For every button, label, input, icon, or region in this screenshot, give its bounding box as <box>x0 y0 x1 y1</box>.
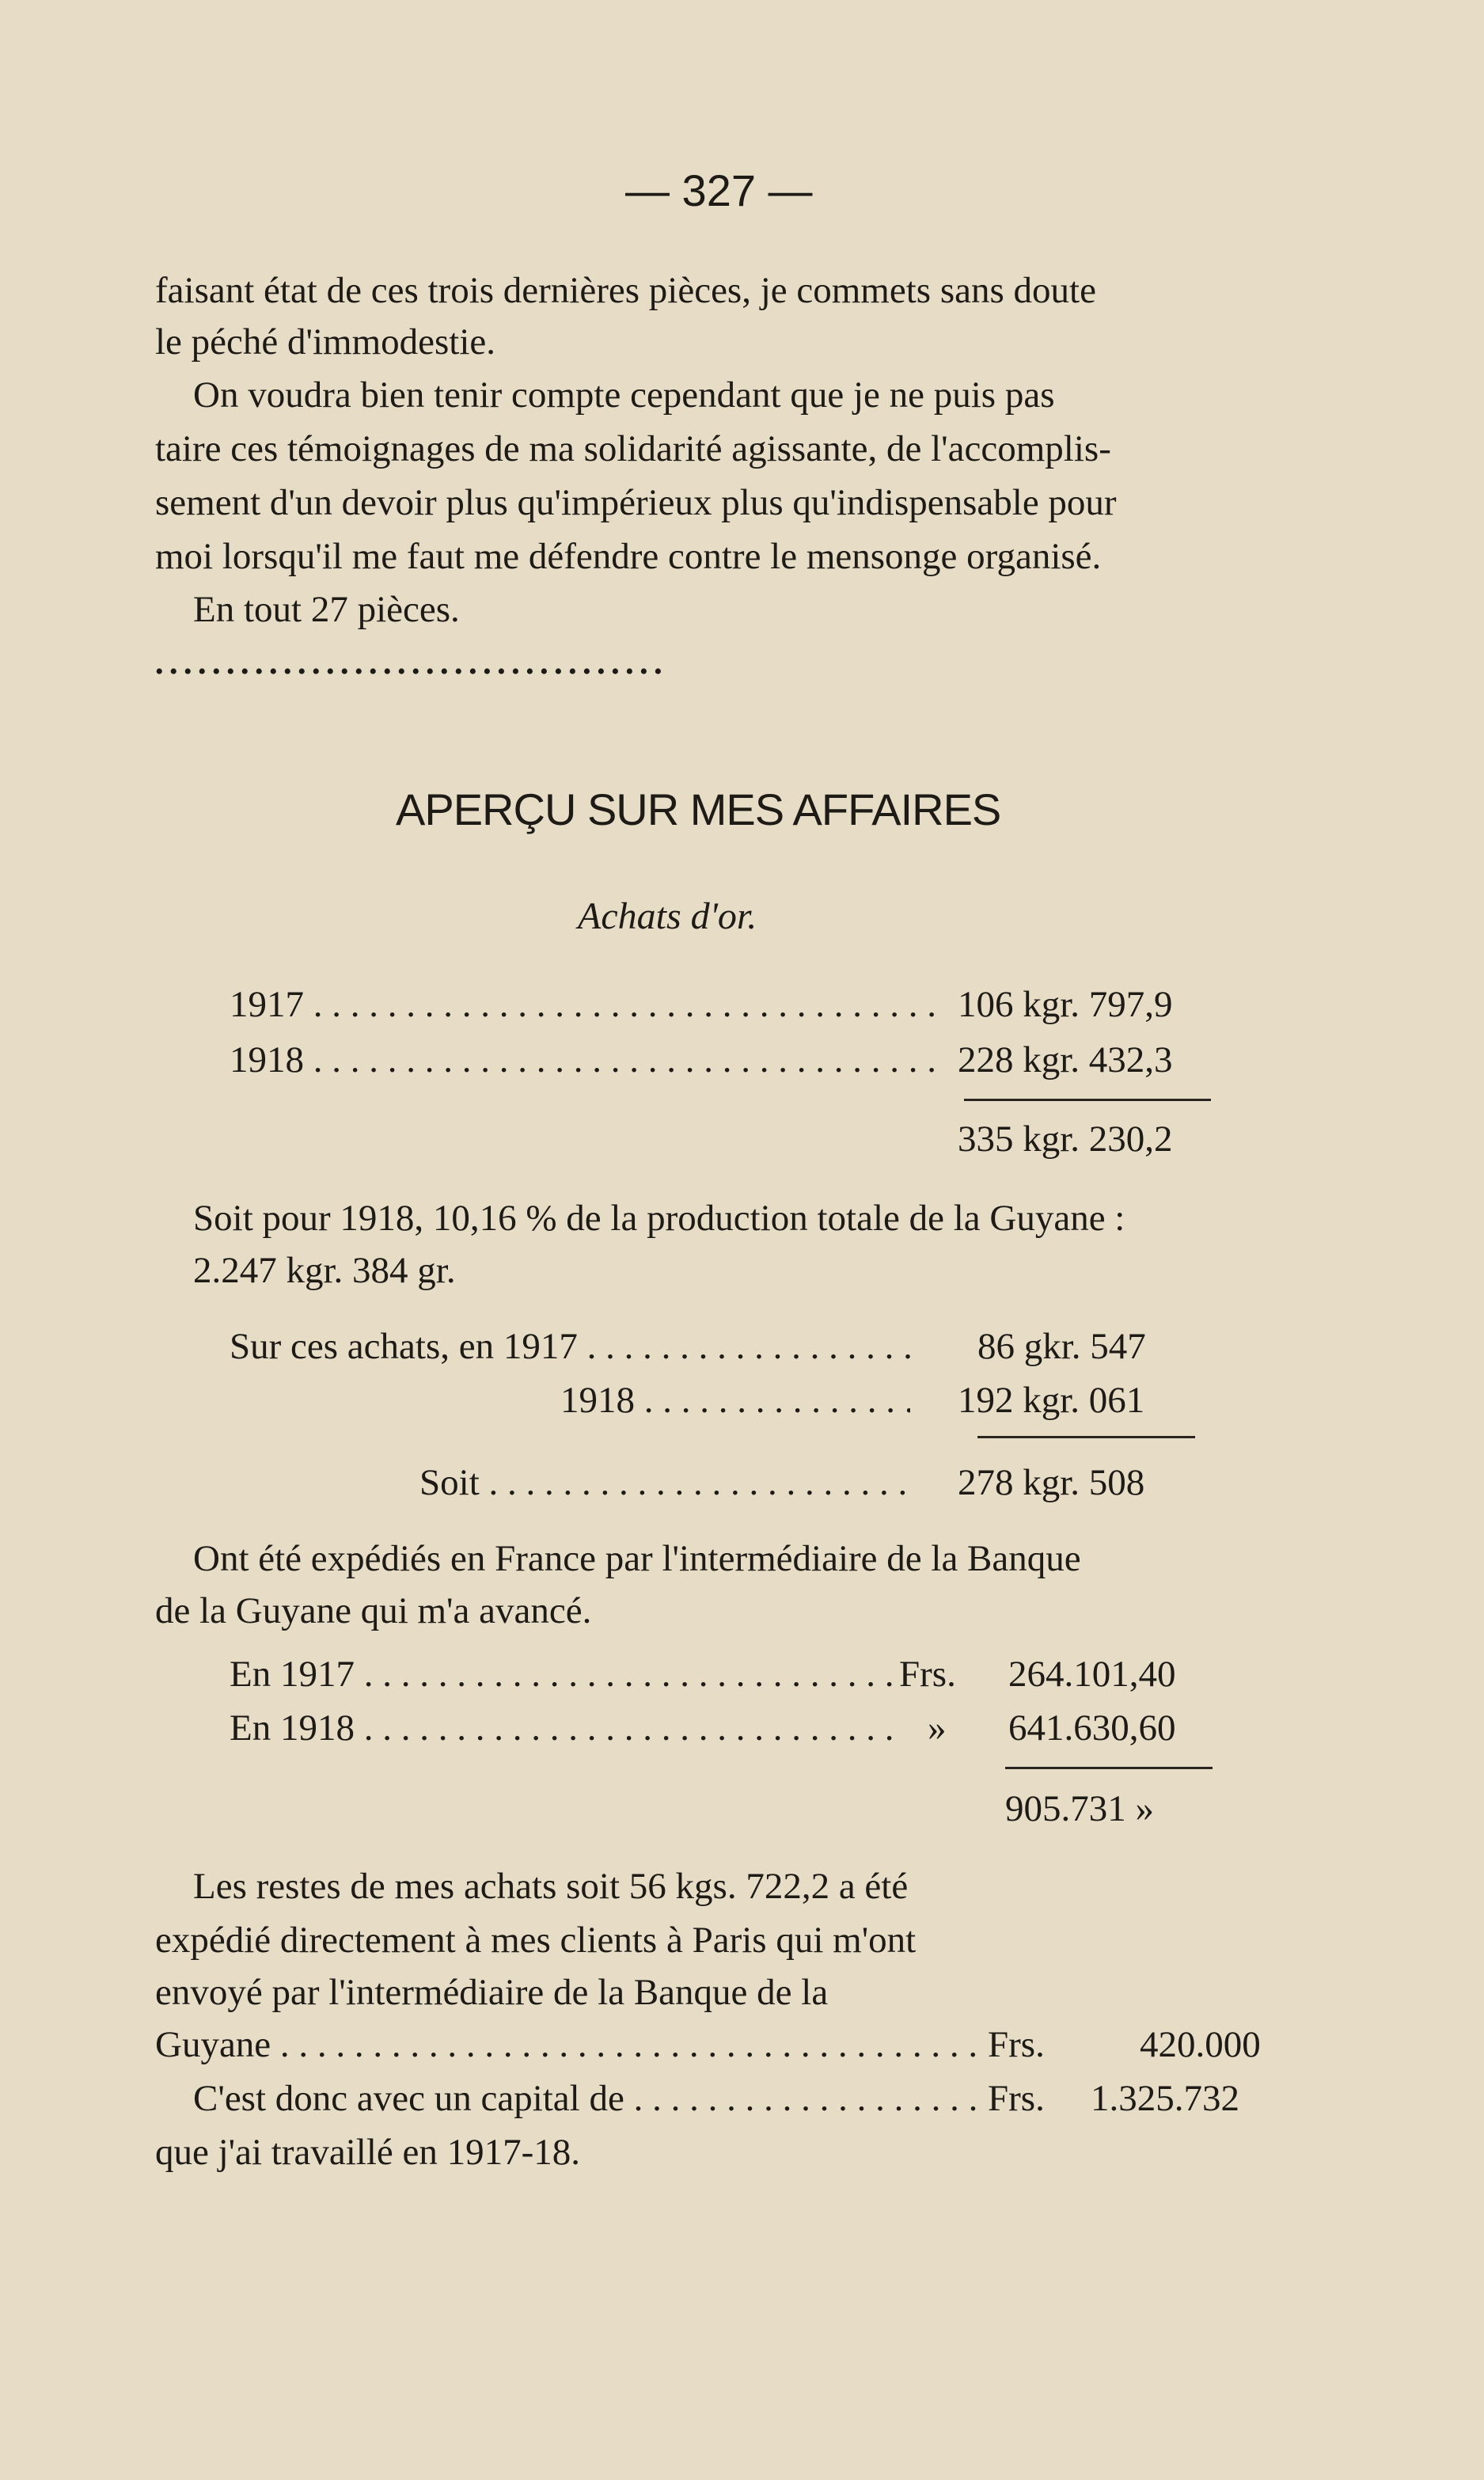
paragraph-line: moi lorsqu'il me faut me défendre contre le mensonge organisé. <box>155 536 1102 577</box>
dotted-separator: • • • • • • • • • • • • • • • • • • • • • • • • • • • • • • • • • • • • <box>155 659 662 685</box>
row-label: Soit . . . <box>419 1456 910 1509</box>
row-unit: Frs. <box>988 2078 1045 2119</box>
paragraph-line: que j'ai travaillé en 1917-18. <box>155 2132 581 2173</box>
row-label: 1918 . . . <box>560 1374 910 1426</box>
total-rule <box>1005 1767 1213 1769</box>
row-label: Sur ces achats, en 1917 . . . <box>230 1320 910 1373</box>
paragraph-line: sement d'un devoir plus qu'impérieux plus qu'indispensable pour <box>155 482 1117 523</box>
subtitle: Achats d'or. <box>578 895 757 937</box>
row-value: 228 kgr. 432,3 <box>958 1039 1173 1080</box>
paragraph-line: le péché d'immodestie. <box>155 321 496 363</box>
row-value: 1.325.732 <box>1091 2078 1239 2119</box>
total-rule <box>977 1436 1195 1438</box>
paragraph-line: On voudra bien tenir compte cependant que je ne puis pas <box>193 374 1055 416</box>
paragraph-line: faisant état de ces trois dernières pièces, je commets sans doute <box>155 270 1096 311</box>
row-unit: » <box>928 1707 947 1749</box>
row-value: 420.000 <box>1140 2024 1261 2065</box>
row-value: 264.101,40 <box>1008 1654 1176 1695</box>
paragraph-line: 2.247 kgr. 384 gr. <box>193 1250 456 1291</box>
row-label: 1918 . . . <box>230 1034 942 1086</box>
paragraph-line: envoyé par l'intermédiaire de la Banque de la <box>155 1972 829 2013</box>
paragraph-line: En tout 27 pièces. <box>193 589 460 630</box>
row-label: En 1917 . . . <box>230 1648 894 1700</box>
row-value: 641.630,60 <box>1008 1707 1176 1749</box>
row-label: C'est donc avec un capital de . . . <box>193 2072 978 2125</box>
total-rule <box>964 1099 1211 1101</box>
page-number: — 327 — <box>625 165 813 215</box>
paragraph-line: Ont été expédiés en France par l'intermédiaire de la Banque <box>193 1538 1081 1579</box>
row-value: 192 kgr. 061 <box>958 1380 1145 1421</box>
paragraph-line: taire ces témoignages de ma solidarité agissante, de l'accomplis- <box>155 428 1111 469</box>
row-unit: Frs. <box>899 1654 956 1695</box>
row-label: En 1918 . . . <box>230 1702 894 1754</box>
row-value: 278 kgr. 508 <box>958 1462 1145 1503</box>
paragraph-line: Soit pour 1918, 10,16 % de la production totale de la Guyane : <box>193 1198 1125 1239</box>
row-label: 1917 . . . <box>230 978 942 1031</box>
section-title: APERÇU SUR MES AFFAIRES <box>396 784 1001 834</box>
total-value: 335 kgr. 230,2 <box>958 1118 1173 1160</box>
row-value: 106 kgr. 797,9 <box>958 984 1173 1025</box>
total-value: 905.731 » <box>1005 1788 1154 1829</box>
row-value: 86 gkr. 547 <box>977 1326 1146 1367</box>
paragraph-line: de la Guyane qui m'a avancé. <box>155 1590 592 1631</box>
paragraph-line: Les restes de mes achats soit 56 kgs. 722,2 a été <box>193 1866 909 1907</box>
paragraph-line: expédié directement à mes clients à Paris qui m'ont <box>155 1920 917 1961</box>
row-label: Guyane . . . <box>155 2019 978 2071</box>
row-unit: Frs. <box>988 2024 1045 2065</box>
